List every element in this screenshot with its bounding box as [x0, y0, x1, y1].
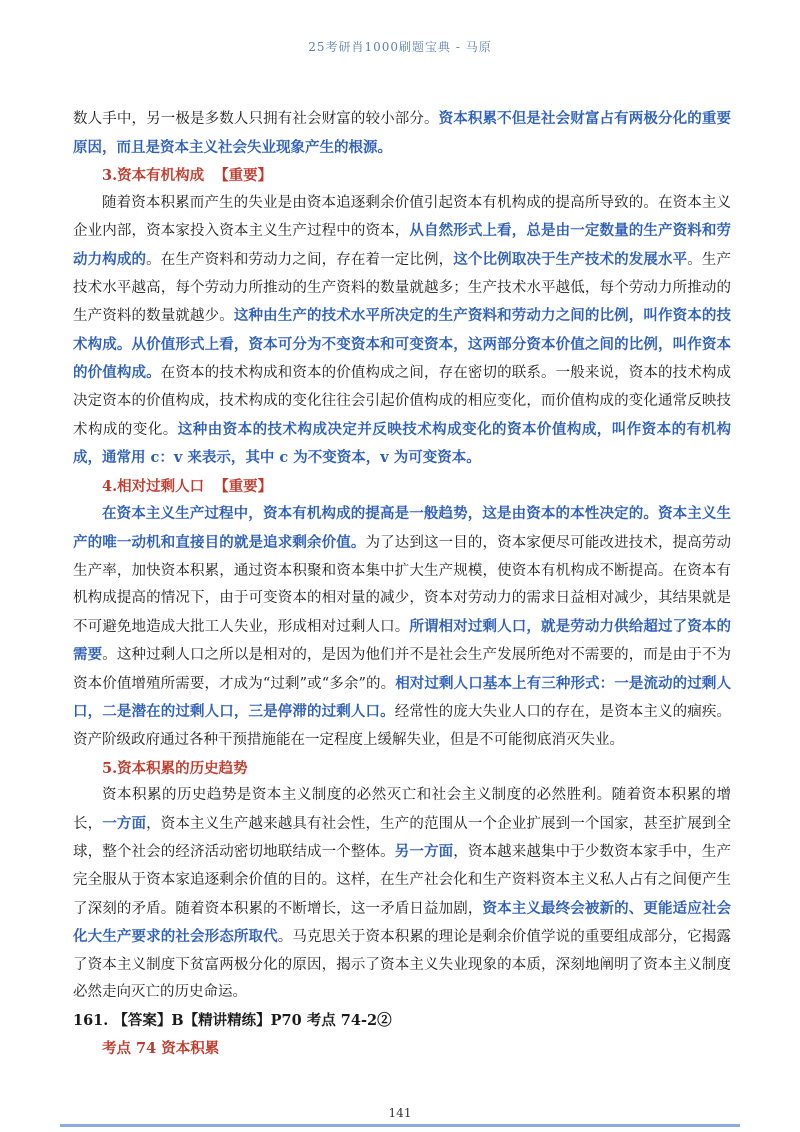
text-run: 。这种过剩人口之所以是相对的，是因为他们并不是社会生产发展所绝对不需要的，而是由于不为资本价值增殖所需要，才成为“过剩”或“多余”的。	[73, 647, 731, 692]
text-run: 。生产技术水平越高，每个劳动力所推动的生产资料的数量就越多；生产技术水平越低，每个劳动力所推动的生产资料的数量就越少。	[73, 251, 731, 325]
text-run: 数人手中，另一极是多数人只拥有社会财富的较小部分。	[73, 111, 439, 127]
emphasis-run: 这种由生产的技术水平所决定的生产资料和劳动力之间的比例，叫作资本的技术构成。从价值形式上看，资本可分为不变资本和可变资本，这两部分资本价值之间的比例，叫作资本的价值构成。	[73, 307, 731, 382]
section-heading-organic-composition	[73, 162, 731, 190]
text-run: 为了达到这一目的，资本家便尽可能改进技术，提高劳动生产率，加快资本积累，通过资本积聚和资本集中扩大生产规模，使资本有机构成不断提高。在资本有机构成提高的情况下，由于可变资本的相对量的减少，资本对劳动力的需求日益相对减少，其结果就是不可避免地造成大批工人失业，形成相对过剩人口。	[73, 534, 731, 635]
emphasis-run: 所谓相对过剩人口，就是劳动力供给超过了资本的需要	[73, 617, 731, 664]
heading-title: 5.资本积累的历史趋势	[102, 759, 248, 777]
text-run: 。马克思关于资本积累的理论是剩余价值学说的重要组成部分，它揭露了资本主义制度下贫富两极分化的原因，揭示了资本主义失业现象的本质，深刻地阐明了资本主义制度必然走向灭亡的历史命运。	[73, 929, 731, 1001]
importance-tag: 【重要】	[214, 167, 273, 185]
paragraph	[73, 500, 731, 754]
section-heading-relative-surplus-population	[73, 473, 731, 501]
text-run: ，资本主义生产越来越具有社会性，生产的范围从一个企业扩展到一个国家，甚至扩展到全球，整个社会的经济活动密切地联结成一个整体。	[73, 815, 731, 861]
emphasis-run: 另一方面	[394, 843, 454, 861]
text-run: 。在生产资料和劳动力之间，存在着一定比例，	[146, 251, 454, 268]
heading-title: 4.相对过剩人口	[102, 477, 205, 495]
answer-line: 161. 【答案】B【精讲精练】P70 考点 74-2②	[73, 1012, 392, 1029]
emphasis-run: 资本主义最终会被新的、更能适应社会化大生产要求的社会形态所取代	[73, 899, 731, 946]
text-run: 资本积累的历史趋势是资本主义制度的必然灭亡和社会主义制度的必然胜利。随着资本积累的增长，	[73, 787, 731, 832]
text-run: 随着资本积累而产生的失业是由资本追逐剩余价值引起资本有机构成的提高所导致的。在资本主义企业内部，资本家投入资本主义生产过程中的资本，	[73, 194, 731, 240]
emphasis-run: 从自然形式上看，总是由一定数量的生产资料和劳动力构成的	[73, 222, 731, 268]
emphasis-run: 在资本主义生产过程中，资本有机构成的提高是一般趋势，这是由资本的本性决定的。资本主义生产的唯一动机和直接目的就是追求剩余价值。	[73, 505, 731, 551]
paragraph	[73, 190, 731, 473]
page-number: 141	[388, 1106, 412, 1120]
emphasis-run: 资本积累不但是社会财富占有两极分化的重要原因，而且是资本主义社会失业现象产生的根源。	[73, 110, 731, 156]
emphasis-run: 这种由资本的技术构成决定并反映技术构成变化的资本价值构成，叫作资本的有机构成，通常用 c：v 来表示，其中 c 为不变资本，v 为可变资本。	[73, 420, 732, 467]
section-heading-historical-trend	[73, 755, 731, 783]
running-header: 25考研肖1000刷题宝典 - 马原	[308, 40, 492, 54]
bottom-divider	[60, 1124, 740, 1127]
text-run: 经常性的庞大失业人口的存在，是资本主义的痼疾。资产阶级政府通过各种干预措施能在一定程度上缓解失业，但是不可能彻底消灭失业。	[73, 704, 731, 749]
paragraph	[73, 105, 731, 162]
text-run: ，资本越来越集中于少数资本家手中，生产完全服从于资本家追逐剩余价值的目的。这样，在生产社会化和生产资料资本主义私人占有之间便产生了深刻的矛盾。随着资本积累的不断增长，这一矛盾日益加剧，	[73, 844, 731, 917]
emphasis-run: 这个比例取决于生产技术的发展水平	[453, 250, 688, 268]
main-text	[73, 105, 731, 1062]
heading-title: 3.资本有机构成	[102, 167, 205, 185]
emphasis-run: 一方面	[102, 814, 147, 832]
paragraph	[73, 782, 731, 1007]
emphasis-run: 相对过剩人口基本上有三种形式：一是流动的过剩人口，二是潜在的过剩人口，三是停滞的过剩人口。	[73, 674, 732, 721]
knowledge-point-heading: 考点 74 资本积累	[102, 1039, 220, 1057]
text-run: 在资本的技术构成和资本的价值构成之间，存在密切的联系。一般来说，资本的技术构成决定资本的价值构成，技术构成的变化往往会引起价值构成的相应变化，而价值构成的变化通常反映技术构成的变化。	[73, 365, 731, 438]
importance-tag: 【重要】	[214, 477, 273, 495]
